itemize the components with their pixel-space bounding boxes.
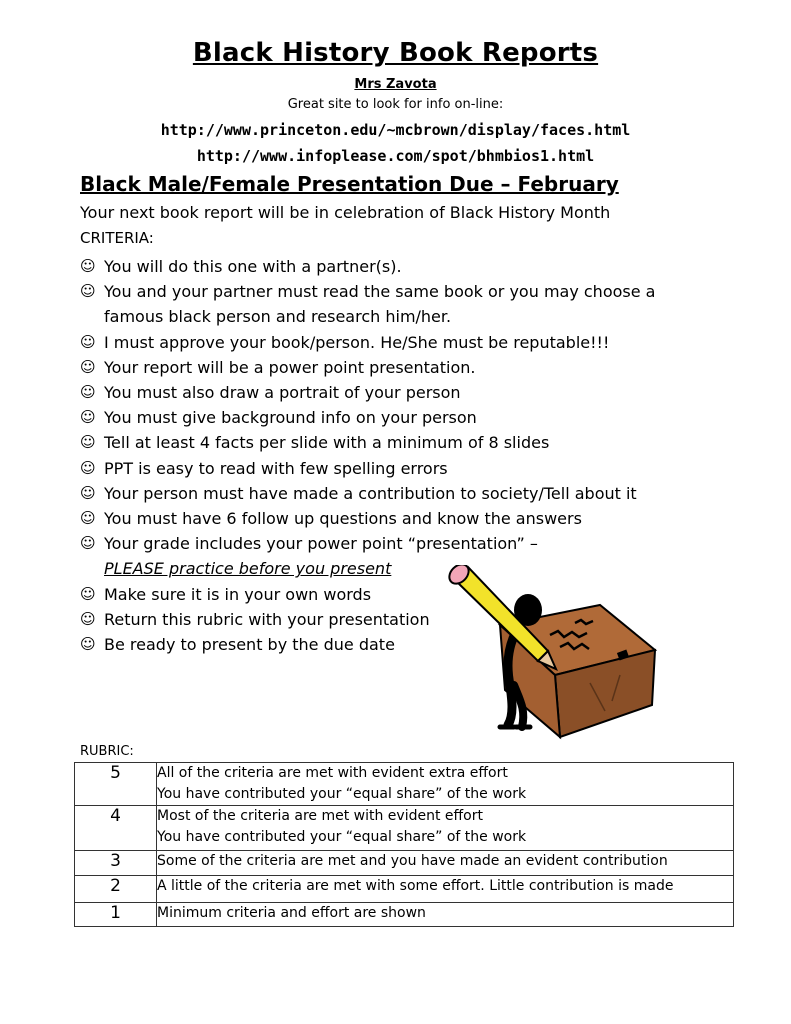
site-note: Great site to look for info on-line: <box>287 97 504 112</box>
list-item: ☺ Return this rubric with your presentation <box>80 607 720 632</box>
rubric-label: RUBRIC: <box>80 744 134 759</box>
smiley-icon: ☺ <box>80 383 96 402</box>
score-cell: 2 <box>75 876 157 903</box>
table-row <box>75 806 734 851</box>
smiley-icon: ☺ <box>80 534 96 553</box>
description-cell: Minimum criteria and effort are shown <box>157 903 734 927</box>
list-item: ☺ You and your partner must read the same book or you may choose a famous black person and research him/her. <box>80 279 720 329</box>
list-item: ☺ Tell at least 4 facts per slide with a minimum of 8 slides <box>80 430 720 455</box>
score-cell: 4 <box>75 806 157 851</box>
description-cell: Some of the criteria are met and you have made an evident contribution <box>157 851 734 876</box>
list-item: ☺ You must have 6 follow up questions and know the answers <box>80 506 720 531</box>
table-row <box>75 876 734 903</box>
list-item: ☺ Your person must have made a contribution to society/Tell about it <box>80 481 720 506</box>
list-item: ☺ Your report will be a power point presentation. <box>80 355 720 380</box>
link-infoplease[interactable]: http://www.infoplease.com/spot/bhmbios1.html <box>196 147 595 165</box>
link-princeton[interactable]: http://www.princeton.edu/~mcbrown/display/faces.html <box>160 121 631 139</box>
smiley-icon: ☺ <box>80 635 96 654</box>
score-cell: 5 <box>75 763 157 806</box>
list-item: ☺ You will do this one with a partner(s). <box>80 254 720 279</box>
smiley-icon: ☺ <box>80 332 96 351</box>
smiley-icon: ☺ <box>80 509 96 528</box>
intro-text: Your next book report will be in celebration of Black History Month <box>80 203 611 222</box>
description-cell: Most of the criteria are met with evident effort You have contributed your “equal share” of the work <box>157 806 734 851</box>
smiley-icon: ☺ <box>80 408 96 427</box>
smiley-icon: ☺ <box>80 609 96 628</box>
smiley-icon: ☺ <box>80 584 96 603</box>
list-item: ☺ I must approve your book/person. He/She must be reputable!!! <box>80 330 720 355</box>
score-cell: 1 <box>75 903 157 927</box>
section-heading: Black Male/Female Presentation Due – February <box>80 172 619 196</box>
page-title: Black History Book Reports <box>192 38 599 68</box>
table-row <box>75 763 734 806</box>
practice-note: PLEASE practice before you present <box>104 559 392 579</box>
score-cell: 3 <box>75 851 157 876</box>
list-item: ☺ Make sure it is in your own words <box>80 582 720 607</box>
description-cell: A little of the criteria are met with some effort. Little contribution is made <box>157 876 734 903</box>
smiley-icon: ☺ <box>80 458 96 477</box>
table-row <box>75 851 734 876</box>
list-item: ☺ PPT is easy to read with few spelling errors <box>80 456 720 481</box>
smiley-icon: ☺ <box>80 257 96 275</box>
smiley-icon: ☺ <box>80 483 96 502</box>
smiley-icon: ☺ <box>80 357 96 376</box>
table-row <box>75 903 734 927</box>
list-item: ☺ You must also draw a portrait of your person <box>80 380 720 405</box>
smiley-icon: ☺ <box>80 282 96 301</box>
description-cell: All of the criteria are met with evident extra effort You have contributed your “equal share” of the work <box>157 763 734 806</box>
list-item: ☺ Be ready to present by the due date <box>80 632 720 657</box>
author-name: Mrs Zavota <box>354 77 437 92</box>
list-item: ☺ Your grade includes your power point “presentation” – PLEASE practice before you present <box>80 531 720 581</box>
pencil-writing-clipart <box>440 565 660 745</box>
smiley-icon: ☺ <box>80 433 96 452</box>
list-item: ☺ You must give background info on your person <box>80 405 720 430</box>
rubric-table <box>74 762 734 927</box>
criteria-label: CRITERIA: <box>80 229 154 247</box>
